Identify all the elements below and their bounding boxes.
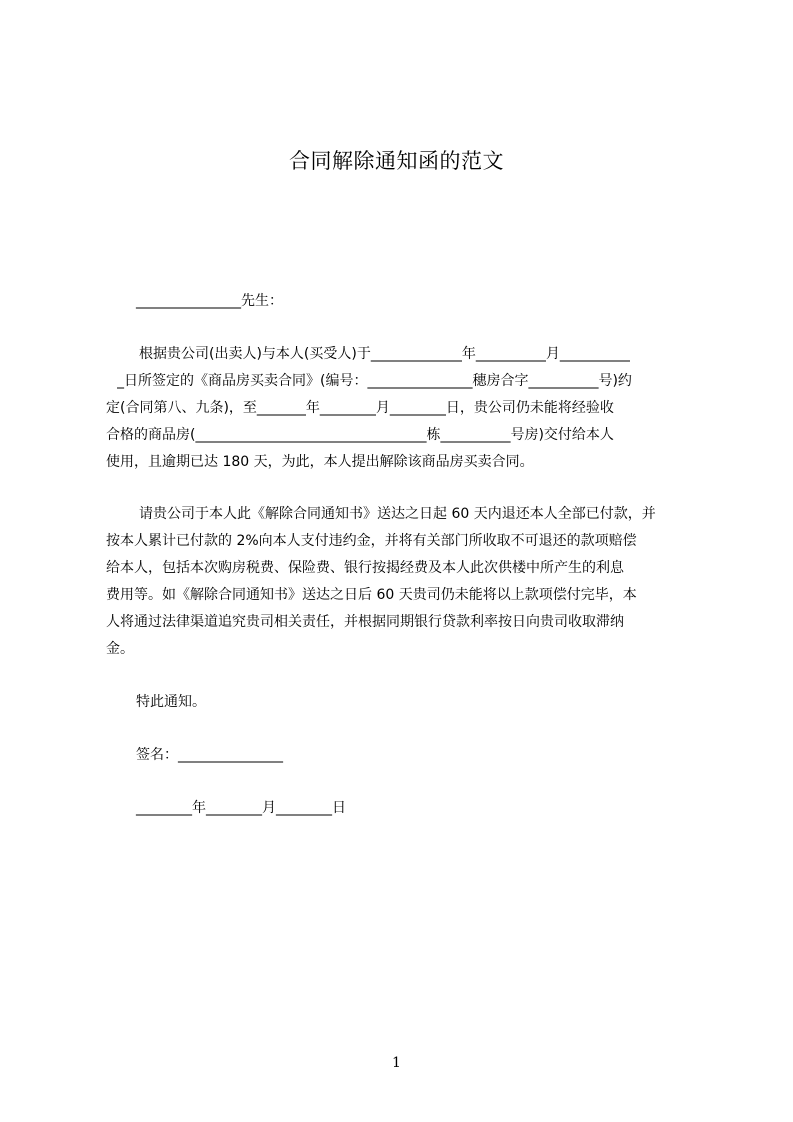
paragraph2-line: 金。 [106, 641, 134, 657]
page-number: 1 [392, 1055, 401, 1071]
paragraph1-line: 合格的商品房(_________________________________栋__________号房)交付给本人 [106, 427, 614, 443]
paragraph1-line: _日所签定的《商品房买卖合同》(编号：_______________穗房合字__________号)约 [117, 373, 632, 389]
paragraph1-line: 定(合同第八、九条)，至_______年________月________日，贵公司仍未能将经验收 [106, 400, 614, 416]
paragraph1-line: 根据贵公司(出卖人)与本人(买受人)于_____________年__________月__________ [139, 346, 630, 362]
date-line: ________年________月________日 [136, 800, 346, 816]
notice-text: 特此通知。 [136, 694, 206, 710]
paragraph2-line: 人将通过法律渠道追究贵司相关责任，并根据同期银行贷款利率按日向贵司收取滞纳 [106, 614, 624, 630]
paragraph2-line: 费用等。如《解除合同通知书》送达之日后 60 天贵司仍未能将以上款项偿付完毕，本 [106, 587, 637, 603]
document-title: 合同解除通知函的范文 [289, 149, 504, 173]
paragraph2-line: 给本人，包括本次购房税费、保险费、银行按揭经费及本人此次供楼中所产生的利息 [106, 560, 624, 576]
salutation: _______________先生： [136, 293, 283, 309]
paragraph1-line: 使用，且逾期已达 180 天，为此，本人提出解除该商品房买卖合同。 [106, 454, 534, 470]
paragraph2-line: 按本人累计已付款的 2%向本人支付违约金，并将有关部门所收取不可退还的款项赔偿 [106, 533, 637, 549]
paragraph2-line: 请贵公司于本人此《解除合同通知书》送达之日起 60 天内退还本人全部已付款，并 [139, 506, 656, 522]
signature-line: 签名：_______________ [136, 747, 283, 763]
